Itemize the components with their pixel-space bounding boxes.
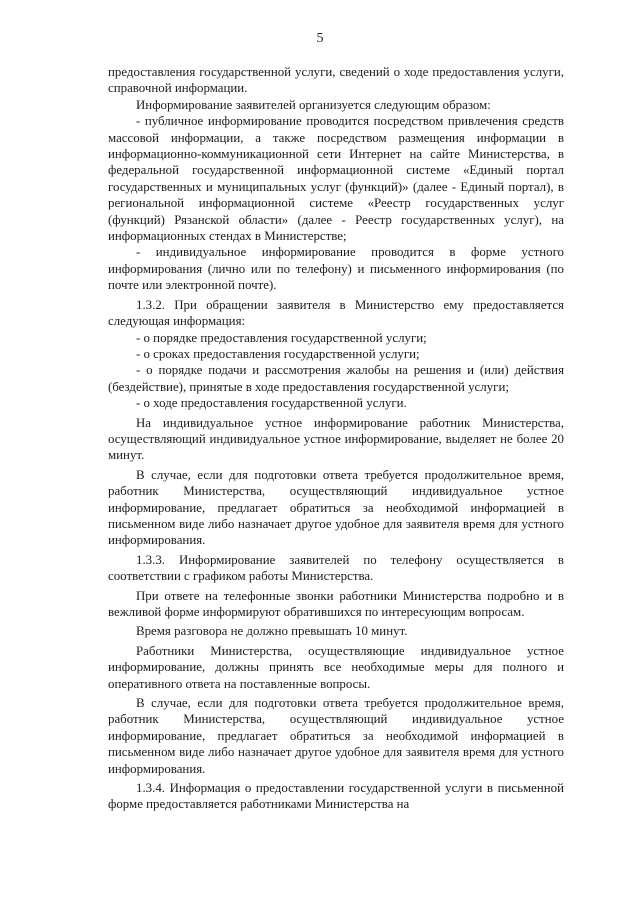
section-paragraph: 1.3.3. Информирование заявителей по телефону осуществляется в соответствии с графиком работы Министерства. [108, 552, 564, 584]
paragraph: Работники Министерства, осуществляющие индивидуальное устное информирование, должны принять все необходимые меры для полного и оперативного ответа на поставленные вопросы. [108, 643, 564, 691]
document-body [108, 64, 564, 813]
paragraph: Время разговора не должно превышать 10 минут. [136, 624, 408, 639]
list-item: - о ходе предоставления государственной услуги. [136, 396, 407, 411]
paragraph: При ответе на телефонные звонки работники Министерства подробно и в вежливой форме информируют обратившихся по интересующим вопросам. [108, 588, 564, 619]
section-paragraph: 1.3.4. Информация о предоставлении государственной услуги в письменной форме предоставляется работниками Министерства на [108, 781, 564, 812]
paragraph: Информирование заявителей организуется следующим образом: [136, 97, 491, 112]
list-item: - о порядке предоставления государственной услуги; [136, 330, 427, 345]
list-item: - о сроках предоставления государственной услуги; [136, 346, 420, 361]
paragraph: На индивидуальное устное информирование работник Министерства, осуществляющий индивидуальное устное информирование, выделяет не более 20 минут. [108, 415, 564, 463]
page-number: 5 [316, 31, 324, 46]
paragraph: В случае, если для подготовки ответа требуется продолжительное время, работник Министерства, осуществляющий индивидуальное устное информирование, предлагает обратиться за необходимой информацией в письменном виде либо назначает другое удобное для заявителя время для устного информирования. [108, 696, 564, 776]
list-item: - о порядке подачи и рассмотрения жалобы на решения и (или) действия (бездействие), принятые в ходе предоставления государственной услуги; [108, 363, 564, 394]
list-item: - публичное информирование проводится посредством привлечения средств массовой информации, а также посредством размещения информации в информационно-коммуникационной сети Интернет на сайте Министерства, в федеральной государственной информационной системе «Единый портал государственных и муниципальных услуг (функций)» (далее - Единый портал), в региональной информационной системе «Реестр государственных услуг (функций) Рязанской области» (далее - Реестр государственных услуг), на информационных стендах в Министерстве; [108, 114, 564, 244]
list-item: - индивидуальное информирование проводится в форме устного информирования (лично или по телефону) и письменного информирования (по почте или электронной почте). [108, 245, 564, 293]
paragraph: В случае, если для подготовки ответа требуется продолжительное время, работник Министерства, осуществляющий индивидуальное устное информирование, предлагает обратиться за необходимой информацией в письменном виде либо назначает другое удобное для заявителя время для устного информирования. [108, 467, 564, 548]
paragraph: предоставления государственной услуги, сведений о ходе предоставления услуги, справочной информации. [108, 65, 564, 96]
section-paragraph: 1.3.2. При обращении заявителя в Министерство ему предоставляется следующая информация: [108, 297, 564, 329]
